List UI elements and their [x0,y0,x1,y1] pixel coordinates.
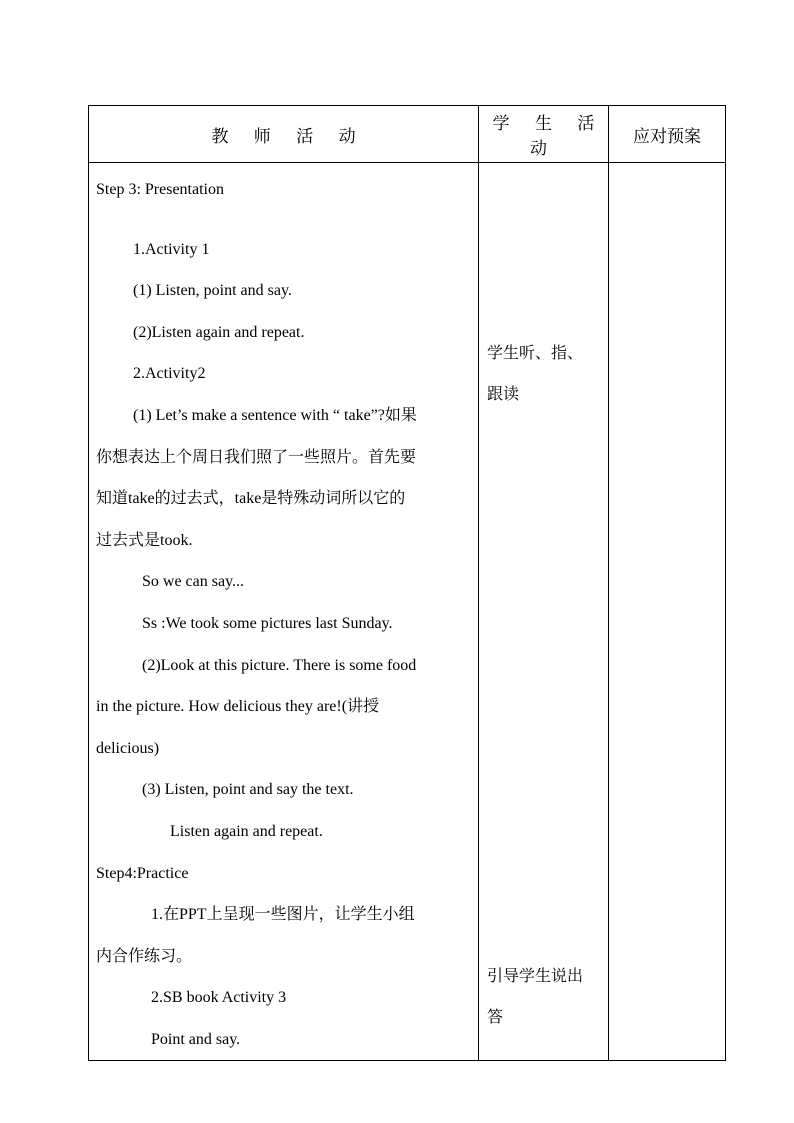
teacher-line: in the picture. How delicious they are!(讲授 [96,698,380,716]
table-header-row [89,106,726,163]
teacher-line: Point and say. [151,1030,241,1048]
teacher-activity-cell [89,163,479,1061]
teacher-line: (2)Look at this picture. There is some food [142,656,417,674]
table-body-row [89,163,726,1061]
teacher-line: Listen again and repeat. [170,822,323,840]
teacher-line: 内合作练习。 [96,947,193,965]
header-contingency-plan: 应对预案 [609,106,726,163]
header-student-activity: 学 生 活 动 [479,106,609,163]
teacher-line: 1.在PPT上呈现一些图片，让学生小组 [151,906,415,924]
lesson-plan-table [88,105,726,1061]
teacher-line: (3) Listen, point and say the text. [142,781,354,799]
teacher-line: 2.SB book Activity 3 [151,989,287,1007]
teacher-line: delicious) [96,739,160,757]
teacher-line: So we can say... [142,573,245,591]
student-activity-cell [479,163,609,1061]
student-note-guide: 引导学生说出 答 [487,966,584,1026]
teacher-line: 知道take的过去式，take是特殊动词所以它的 [96,490,406,508]
activity1-heading: 1.Activity 1 [133,240,210,258]
teacher-line: (1) Listen, point and say. [133,282,292,300]
step4-heading: Step4:Practice [96,864,189,882]
teacher-line: 过去式是took. [96,531,193,549]
header-teacher-activity: 教 师 活 动 [89,106,479,163]
teacher-line: Ss :We took some pictures last Sunday. [142,614,393,632]
teacher-line: (2)Listen again and repeat. [133,323,305,341]
teacher-line: 你想表达上个周日我们照了一些照片。首先要 [96,448,417,466]
teacher-line: (1) Let’s make a sentence with “ take”?如果 [133,406,417,424]
contingency-plan-cell [609,163,726,1061]
student-note-listen: 学生听、指、 跟读 [487,343,584,403]
step3-heading: Step 3: Presentation [96,181,224,198]
activity2-heading: 2.Activity2 [133,365,206,383]
